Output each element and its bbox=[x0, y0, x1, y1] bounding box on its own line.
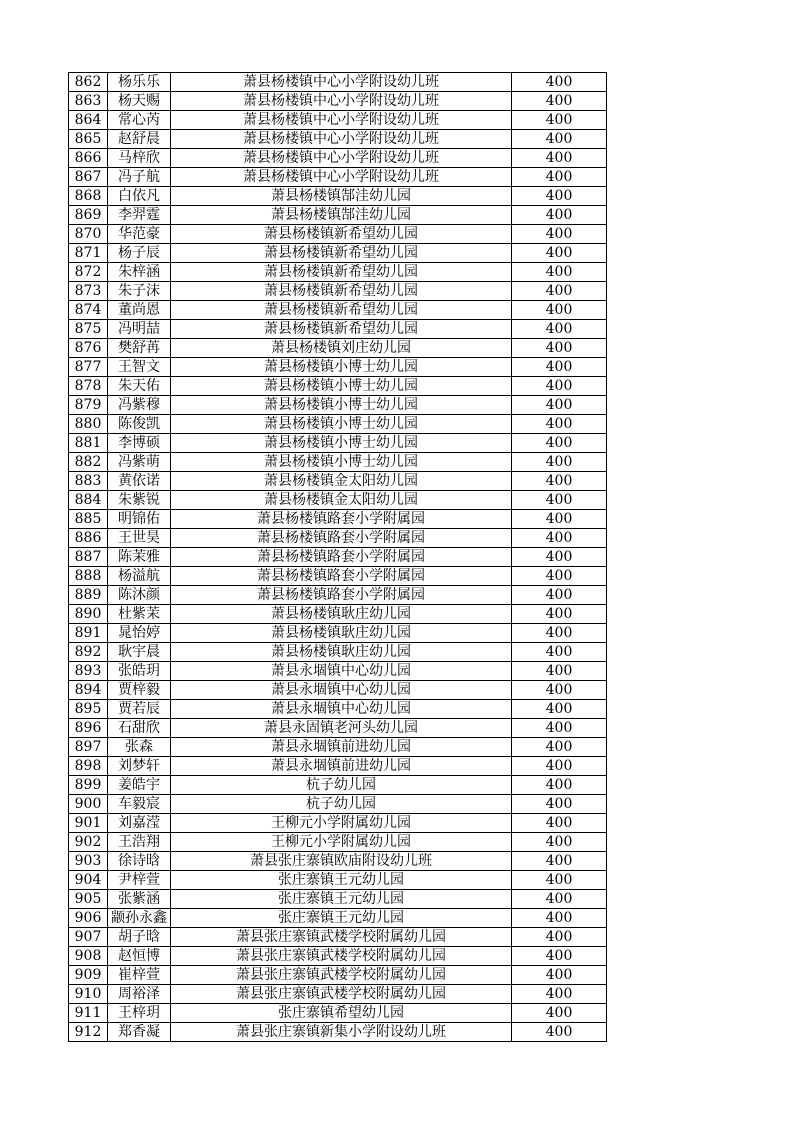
student-name-cell: 白依凡 bbox=[108, 187, 171, 206]
amount-cell: 400 bbox=[512, 415, 607, 434]
amount-cell: 400 bbox=[512, 358, 607, 377]
amount-cell: 400 bbox=[512, 377, 607, 396]
school-name-cell: 萧县杨楼镇小博士幼儿园 bbox=[171, 453, 512, 472]
row-number-cell: 898 bbox=[69, 757, 108, 776]
row-number-cell: 876 bbox=[69, 339, 108, 358]
table-row bbox=[69, 681, 607, 700]
amount-cell: 400 bbox=[512, 852, 607, 871]
school-name-cell: 萧县杨楼镇刘庄幼儿园 bbox=[171, 339, 512, 358]
student-name-cell: 石甜欣 bbox=[108, 719, 171, 738]
row-number-cell: 882 bbox=[69, 453, 108, 472]
school-name-cell: 萧县杨楼镇郜洼幼儿园 bbox=[171, 206, 512, 225]
student-name-cell: 马梓欣 bbox=[108, 149, 171, 168]
row-number-cell: 873 bbox=[69, 282, 108, 301]
student-name-cell: 郑香凝 bbox=[108, 1023, 171, 1042]
amount-cell: 400 bbox=[512, 339, 607, 358]
student-name-cell: 华范豪 bbox=[108, 225, 171, 244]
row-number-cell: 880 bbox=[69, 415, 108, 434]
student-name-cell: 王梓玥 bbox=[108, 1004, 171, 1023]
table-row bbox=[69, 871, 607, 890]
amount-cell: 400 bbox=[512, 700, 607, 719]
school-name-cell: 王柳元小学附属幼儿园 bbox=[171, 814, 512, 833]
table-row bbox=[69, 966, 607, 985]
amount-cell: 400 bbox=[512, 529, 607, 548]
amount-cell: 400 bbox=[512, 966, 607, 985]
row-number-cell: 905 bbox=[69, 890, 108, 909]
table-row bbox=[69, 700, 607, 719]
table-row bbox=[69, 377, 607, 396]
table-row bbox=[69, 92, 607, 111]
school-name-cell: 张庄寨镇希望幼儿园 bbox=[171, 1004, 512, 1023]
table-row bbox=[69, 947, 607, 966]
row-number-cell: 911 bbox=[69, 1004, 108, 1023]
amount-cell: 400 bbox=[512, 225, 607, 244]
row-number-cell: 883 bbox=[69, 472, 108, 491]
student-name-cell: 崔梓萱 bbox=[108, 966, 171, 985]
row-number-cell: 879 bbox=[69, 396, 108, 415]
school-name-cell: 萧县杨楼镇新希望幼儿园 bbox=[171, 282, 512, 301]
row-number-cell: 901 bbox=[69, 814, 108, 833]
row-number-cell: 885 bbox=[69, 510, 108, 529]
student-name-cell: 明锦佑 bbox=[108, 510, 171, 529]
student-name-cell: 朱梓涵 bbox=[108, 263, 171, 282]
row-number-cell: 868 bbox=[69, 187, 108, 206]
student-name-cell: 冯紫萌 bbox=[108, 453, 171, 472]
amount-cell: 400 bbox=[512, 1004, 607, 1023]
row-number-cell: 874 bbox=[69, 301, 108, 320]
school-name-cell: 萧县张庄寨镇武楼学校附属幼儿园 bbox=[171, 966, 512, 985]
table-row bbox=[69, 453, 607, 472]
student-name-cell: 陈俊凯 bbox=[108, 415, 171, 434]
amount-cell: 400 bbox=[512, 795, 607, 814]
table-row bbox=[69, 130, 607, 149]
amount-cell: 400 bbox=[512, 168, 607, 187]
school-name-cell: 萧县杨楼镇中心小学附设幼儿班 bbox=[171, 92, 512, 111]
table-row bbox=[69, 909, 607, 928]
school-name-cell: 萧县杨楼镇金太阳幼儿园 bbox=[171, 491, 512, 510]
amount-cell: 400 bbox=[512, 491, 607, 510]
student-name-cell: 陈沐颜 bbox=[108, 586, 171, 605]
row-number-cell: 863 bbox=[69, 92, 108, 111]
amount-cell: 400 bbox=[512, 92, 607, 111]
school-name-cell: 萧县杨楼镇中心小学附设幼儿班 bbox=[171, 130, 512, 149]
row-number-cell: 909 bbox=[69, 966, 108, 985]
school-name-cell: 萧县永堌镇中心幼儿园 bbox=[171, 662, 512, 681]
school-name-cell: 萧县张庄寨镇欧庙附设幼儿班 bbox=[171, 852, 512, 871]
row-number-cell: 891 bbox=[69, 624, 108, 643]
table-row bbox=[69, 73, 607, 92]
table-row bbox=[69, 1023, 607, 1042]
amount-cell: 400 bbox=[512, 871, 607, 890]
amount-cell: 400 bbox=[512, 567, 607, 586]
student-name-cell: 王世昊 bbox=[108, 529, 171, 548]
school-name-cell: 萧县杨楼镇耿庄幼儿园 bbox=[171, 624, 512, 643]
row-number-cell: 896 bbox=[69, 719, 108, 738]
student-name-cell: 姜皓宇 bbox=[108, 776, 171, 795]
student-name-cell: 杨子辰 bbox=[108, 244, 171, 263]
table-row bbox=[69, 833, 607, 852]
school-name-cell: 萧县杨楼镇新希望幼儿园 bbox=[171, 225, 512, 244]
amount-cell: 400 bbox=[512, 681, 607, 700]
student-name-cell: 张紫涵 bbox=[108, 890, 171, 909]
school-name-cell: 张庄寨镇王元幼儿园 bbox=[171, 871, 512, 890]
school-name-cell: 萧县杨楼镇中心小学附设幼儿班 bbox=[171, 111, 512, 130]
row-number-cell: 884 bbox=[69, 491, 108, 510]
table-row bbox=[69, 168, 607, 187]
table-row bbox=[69, 643, 607, 662]
amount-cell: 400 bbox=[512, 282, 607, 301]
school-name-cell: 萧县永堌镇前进幼儿园 bbox=[171, 738, 512, 757]
row-number-cell: 900 bbox=[69, 795, 108, 814]
table-row bbox=[69, 776, 607, 795]
amount-cell: 400 bbox=[512, 985, 607, 1004]
school-name-cell: 萧县杨楼镇郜洼幼儿园 bbox=[171, 187, 512, 206]
student-name-cell: 朱紫锐 bbox=[108, 491, 171, 510]
table-row bbox=[69, 719, 607, 738]
table-row bbox=[69, 567, 607, 586]
row-number-cell: 867 bbox=[69, 168, 108, 187]
amount-cell: 400 bbox=[512, 149, 607, 168]
amount-cell: 400 bbox=[512, 833, 607, 852]
student-name-cell: 王智文 bbox=[108, 358, 171, 377]
table-row bbox=[69, 605, 607, 624]
school-name-cell: 萧县永固镇老河头幼儿园 bbox=[171, 719, 512, 738]
amount-cell: 400 bbox=[512, 263, 607, 282]
table-row bbox=[69, 890, 607, 909]
table-row bbox=[69, 187, 607, 206]
school-name-cell: 萧县杨楼镇路套小学附属园 bbox=[171, 586, 512, 605]
student-name-cell: 冯明喆 bbox=[108, 320, 171, 339]
school-name-cell: 张庄寨镇王元幼儿园 bbox=[171, 909, 512, 928]
table-row bbox=[69, 624, 607, 643]
table-row bbox=[69, 111, 607, 130]
table-row bbox=[69, 472, 607, 491]
amount-cell: 400 bbox=[512, 453, 607, 472]
table-row bbox=[69, 510, 607, 529]
row-number-cell: 870 bbox=[69, 225, 108, 244]
amount-cell: 400 bbox=[512, 586, 607, 605]
amount-cell: 400 bbox=[512, 776, 607, 795]
school-name-cell: 萧县杨楼镇小博士幼儿园 bbox=[171, 377, 512, 396]
amount-cell: 400 bbox=[512, 73, 607, 92]
student-name-cell: 樊舒苒 bbox=[108, 339, 171, 358]
school-name-cell: 萧县杨楼镇路套小学附属园 bbox=[171, 529, 512, 548]
student-name-cell: 车毅宸 bbox=[108, 795, 171, 814]
amount-cell: 400 bbox=[512, 111, 607, 130]
row-number-cell: 907 bbox=[69, 928, 108, 947]
student-name-cell: 黄依诺 bbox=[108, 472, 171, 491]
amount-cell: 400 bbox=[512, 738, 607, 757]
row-number-cell: 875 bbox=[69, 320, 108, 339]
amount-cell: 400 bbox=[512, 1023, 607, 1042]
table-row bbox=[69, 757, 607, 776]
school-name-cell: 萧县张庄寨镇武楼学校附属幼儿园 bbox=[171, 928, 512, 947]
student-name-cell: 董尚恩 bbox=[108, 301, 171, 320]
amount-cell: 400 bbox=[512, 206, 607, 225]
table-row bbox=[69, 396, 607, 415]
table-row bbox=[69, 529, 607, 548]
student-name-cell: 徐诗晗 bbox=[108, 852, 171, 871]
row-number-cell: 865 bbox=[69, 130, 108, 149]
school-name-cell: 萧县杨楼镇耿庄幼儿园 bbox=[171, 605, 512, 624]
amount-cell: 400 bbox=[512, 643, 607, 662]
student-name-cell: 耿宇晨 bbox=[108, 643, 171, 662]
school-name-cell: 萧县杨楼镇小博士幼儿园 bbox=[171, 358, 512, 377]
row-number-cell: 871 bbox=[69, 244, 108, 263]
table-row bbox=[69, 548, 607, 567]
school-name-cell: 杭子幼儿园 bbox=[171, 776, 512, 795]
table-row bbox=[69, 244, 607, 263]
table-row bbox=[69, 301, 607, 320]
school-name-cell: 萧县张庄寨镇武楼学校附属幼儿园 bbox=[171, 985, 512, 1004]
row-number-cell: 864 bbox=[69, 111, 108, 130]
row-number-cell: 889 bbox=[69, 586, 108, 605]
school-name-cell: 萧县杨楼镇中心小学附设幼儿班 bbox=[171, 149, 512, 168]
student-name-cell: 冯子航 bbox=[108, 168, 171, 187]
row-number-cell: 887 bbox=[69, 548, 108, 567]
amount-cell: 400 bbox=[512, 472, 607, 491]
student-name-cell: 朱天佑 bbox=[108, 377, 171, 396]
table-row bbox=[69, 225, 607, 244]
amount-cell: 400 bbox=[512, 947, 607, 966]
table-row bbox=[69, 852, 607, 871]
student-name-cell: 杜紫茉 bbox=[108, 605, 171, 624]
table-row bbox=[69, 415, 607, 434]
row-number-cell: 881 bbox=[69, 434, 108, 453]
row-number-cell: 899 bbox=[69, 776, 108, 795]
student-name-cell: 李羿霆 bbox=[108, 206, 171, 225]
table-row bbox=[69, 491, 607, 510]
table-row bbox=[69, 814, 607, 833]
student-name-cell: 冯紫穆 bbox=[108, 396, 171, 415]
student-name-cell: 陈茉雅 bbox=[108, 548, 171, 567]
row-number-cell: 904 bbox=[69, 871, 108, 890]
school-name-cell: 萧县张庄寨镇新集小学附设幼儿班 bbox=[171, 1023, 512, 1042]
row-number-cell: 902 bbox=[69, 833, 108, 852]
row-number-cell: 877 bbox=[69, 358, 108, 377]
amount-cell: 400 bbox=[512, 909, 607, 928]
amount-cell: 400 bbox=[512, 928, 607, 947]
amount-cell: 400 bbox=[512, 301, 607, 320]
student-name-cell: 朱子沫 bbox=[108, 282, 171, 301]
amount-cell: 400 bbox=[512, 757, 607, 776]
amount-cell: 400 bbox=[512, 719, 607, 738]
subsidy-table bbox=[68, 72, 607, 1042]
student-name-cell: 刘梦轩 bbox=[108, 757, 171, 776]
row-number-cell: 894 bbox=[69, 681, 108, 700]
student-name-cell: 颛孙永鑫 bbox=[108, 909, 171, 928]
school-name-cell: 萧县永堌镇中心幼儿园 bbox=[171, 700, 512, 719]
table-row bbox=[69, 1004, 607, 1023]
amount-cell: 400 bbox=[512, 320, 607, 339]
school-name-cell: 杭子幼儿园 bbox=[171, 795, 512, 814]
row-number-cell: 862 bbox=[69, 73, 108, 92]
row-number-cell: 878 bbox=[69, 377, 108, 396]
student-name-cell: 胡子晗 bbox=[108, 928, 171, 947]
school-name-cell: 萧县张庄寨镇武楼学校附属幼儿园 bbox=[171, 947, 512, 966]
table-row bbox=[69, 358, 607, 377]
amount-cell: 400 bbox=[512, 187, 607, 206]
row-number-cell: 912 bbox=[69, 1023, 108, 1042]
school-name-cell: 萧县杨楼镇耿庄幼儿园 bbox=[171, 643, 512, 662]
school-name-cell: 萧县杨楼镇金太阳幼儿园 bbox=[171, 472, 512, 491]
student-name-cell: 常心芮 bbox=[108, 111, 171, 130]
school-name-cell: 萧县杨楼镇新希望幼儿园 bbox=[171, 263, 512, 282]
school-name-cell: 萧县杨楼镇小博士幼儿园 bbox=[171, 434, 512, 453]
table-row bbox=[69, 586, 607, 605]
student-name-cell: 周裕泽 bbox=[108, 985, 171, 1004]
amount-cell: 400 bbox=[512, 396, 607, 415]
table-row bbox=[69, 320, 607, 339]
amount-cell: 400 bbox=[512, 244, 607, 263]
amount-cell: 400 bbox=[512, 130, 607, 149]
student-name-cell: 杨溢航 bbox=[108, 567, 171, 586]
school-name-cell: 萧县杨楼镇中心小学附设幼儿班 bbox=[171, 168, 512, 187]
school-name-cell: 萧县杨楼镇新希望幼儿园 bbox=[171, 301, 512, 320]
student-name-cell: 杨天赐 bbox=[108, 92, 171, 111]
student-name-cell: 尹梓萱 bbox=[108, 871, 171, 890]
table-row bbox=[69, 985, 607, 1004]
row-number-cell: 893 bbox=[69, 662, 108, 681]
row-number-cell: 906 bbox=[69, 909, 108, 928]
school-name-cell: 萧县杨楼镇路套小学附属园 bbox=[171, 548, 512, 567]
school-name-cell: 萧县杨楼镇新希望幼儿园 bbox=[171, 244, 512, 263]
student-name-cell: 李博硕 bbox=[108, 434, 171, 453]
row-number-cell: 903 bbox=[69, 852, 108, 871]
student-name-cell: 杨乐乐 bbox=[108, 73, 171, 92]
student-name-cell: 赵舒晨 bbox=[108, 130, 171, 149]
school-name-cell: 萧县杨楼镇新希望幼儿园 bbox=[171, 320, 512, 339]
table-row bbox=[69, 206, 607, 225]
row-number-cell: 886 bbox=[69, 529, 108, 548]
school-name-cell: 王柳元小学附属幼儿园 bbox=[171, 833, 512, 852]
row-number-cell: 872 bbox=[69, 263, 108, 282]
table-row bbox=[69, 738, 607, 757]
table-row bbox=[69, 282, 607, 301]
student-name-cell: 晁怡婷 bbox=[108, 624, 171, 643]
school-name-cell: 萧县杨楼镇中心小学附设幼儿班 bbox=[171, 73, 512, 92]
student-name-cell: 贾若辰 bbox=[108, 700, 171, 719]
amount-cell: 400 bbox=[512, 662, 607, 681]
row-number-cell: 895 bbox=[69, 700, 108, 719]
table-row bbox=[69, 263, 607, 282]
student-name-cell: 赵恒博 bbox=[108, 947, 171, 966]
table-row bbox=[69, 928, 607, 947]
row-number-cell: 910 bbox=[69, 985, 108, 1004]
table-body bbox=[69, 73, 607, 1042]
row-number-cell: 897 bbox=[69, 738, 108, 757]
table-row bbox=[69, 339, 607, 358]
row-number-cell: 888 bbox=[69, 567, 108, 586]
school-name-cell: 萧县杨楼镇小博士幼儿园 bbox=[171, 415, 512, 434]
row-number-cell: 892 bbox=[69, 643, 108, 662]
student-name-cell: 贾梓毅 bbox=[108, 681, 171, 700]
amount-cell: 400 bbox=[512, 890, 607, 909]
student-name-cell: 张森 bbox=[108, 738, 171, 757]
amount-cell: 400 bbox=[512, 434, 607, 453]
row-number-cell: 866 bbox=[69, 149, 108, 168]
row-number-cell: 908 bbox=[69, 947, 108, 966]
table-row bbox=[69, 662, 607, 681]
row-number-cell: 890 bbox=[69, 605, 108, 624]
amount-cell: 400 bbox=[512, 510, 607, 529]
student-name-cell: 王浩翔 bbox=[108, 833, 171, 852]
school-name-cell: 张庄寨镇王元幼儿园 bbox=[171, 890, 512, 909]
student-name-cell: 张皓玥 bbox=[108, 662, 171, 681]
student-name-cell: 刘嘉滢 bbox=[108, 814, 171, 833]
row-number-cell: 869 bbox=[69, 206, 108, 225]
amount-cell: 400 bbox=[512, 605, 607, 624]
school-name-cell: 萧县杨楼镇小博士幼儿园 bbox=[171, 396, 512, 415]
amount-cell: 400 bbox=[512, 814, 607, 833]
table-row bbox=[69, 795, 607, 814]
table-row bbox=[69, 434, 607, 453]
school-name-cell: 萧县杨楼镇路套小学附属园 bbox=[171, 510, 512, 529]
amount-cell: 400 bbox=[512, 548, 607, 567]
school-name-cell: 萧县杨楼镇路套小学附属园 bbox=[171, 567, 512, 586]
school-name-cell: 萧县永堌镇前进幼儿园 bbox=[171, 757, 512, 776]
amount-cell: 400 bbox=[512, 624, 607, 643]
school-name-cell: 萧县永堌镇中心幼儿园 bbox=[171, 681, 512, 700]
table-row bbox=[69, 149, 607, 168]
